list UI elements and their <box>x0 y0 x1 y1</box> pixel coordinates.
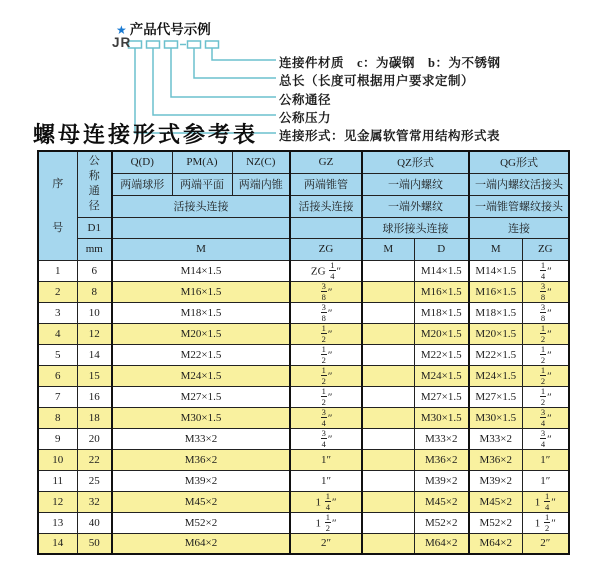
cell-m: M20×1.5 <box>112 323 290 344</box>
cell-qg_m: M30×1.5 <box>469 407 522 428</box>
table-row <box>38 281 569 302</box>
cell-qg_zg: 1 $\frac{1}{4}$ ″ <box>522 491 569 512</box>
header-row-4 <box>38 217 569 238</box>
table-row <box>38 533 569 554</box>
cell-qz_m <box>362 344 414 365</box>
cell-qz_d: M39×2 <box>414 470 469 491</box>
table-body <box>38 260 569 554</box>
label-nominal-diameter: 公称通径 <box>279 93 332 107</box>
cell-qg_zg: $\frac{1}{2}$ ″ <box>522 344 569 365</box>
cell-qg_m: M64×2 <box>469 533 522 554</box>
code-box-2 <box>147 41 160 48</box>
header-qz-unit-d: D <box>414 238 469 260</box>
cell-qz_m <box>362 281 414 302</box>
cell-dn: 6 <box>77 260 112 281</box>
cell-dn: 20 <box>77 428 112 449</box>
cell-dn: 50 <box>77 533 112 554</box>
label-total-length: 总长（长度可根据用户要求定制） <box>279 74 475 88</box>
code-box-4 <box>188 41 201 48</box>
cell-qz_d: M22×1.5 <box>414 344 469 365</box>
star-icon: ★ <box>116 23 127 37</box>
cell-zg: $\frac{3}{8}$ ″ <box>290 302 362 323</box>
cell-qg_m: M22×1.5 <box>469 344 522 365</box>
cell-qz_m <box>362 470 414 491</box>
cell-qz_d: M14×1.5 <box>414 260 469 281</box>
table-row <box>38 323 569 344</box>
cell-dn: 16 <box>77 386 112 407</box>
cell-qz_m <box>362 533 414 554</box>
cell-qg_m: M33×2 <box>469 428 522 449</box>
label-connection-form: 连接形式：见金属软管常用结构形式表 <box>279 129 501 143</box>
cell-qg_m: M16×1.5 <box>469 281 522 302</box>
product-code-prefix: JR <box>112 35 132 50</box>
cell-qz_d: M64×2 <box>414 533 469 554</box>
table-row <box>38 470 569 491</box>
cell-zg: 1 $\frac{1}{4}$ ″ <box>290 491 362 512</box>
connector-line-material <box>212 48 276 60</box>
cell-zg: $\frac{3}{4}$ ″ <box>290 428 362 449</box>
cell-qz_m <box>362 323 414 344</box>
header-code-pm: PM(A) <box>172 151 232 173</box>
cell-zg: $\frac{3}{4}$ ″ <box>290 407 362 428</box>
table-row <box>38 512 569 533</box>
header-code-qg: QG形式 <box>469 151 569 173</box>
cell-qz_d: M45×2 <box>414 491 469 512</box>
cell-qz_d: M33×2 <box>414 428 469 449</box>
table-row <box>38 260 569 281</box>
header-desc-gz: 两端锥管 <box>290 173 362 195</box>
cell-no: 8 <box>38 407 77 428</box>
header-code-q: Q(D) <box>112 151 172 173</box>
header-row-5 <box>38 238 569 260</box>
header-serial: 序 号 <box>38 151 77 260</box>
cell-no: 12 <box>38 491 77 512</box>
connector-line-diameter <box>171 48 276 97</box>
cell-qz_m <box>362 386 414 407</box>
table-row <box>38 428 569 449</box>
cell-qz_d: M24×1.5 <box>414 365 469 386</box>
cell-m: M64×2 <box>112 533 290 554</box>
cell-zg: $\frac{1}{2}$ ″ <box>290 344 362 365</box>
cell-qg_m: M45×2 <box>469 491 522 512</box>
cell-zg: 1″ <box>290 470 362 491</box>
cell-qz_m <box>362 260 414 281</box>
cell-zg: $\frac{3}{8}$ ″ <box>290 281 362 302</box>
header-code-qz: QZ形式 <box>362 151 469 173</box>
header-unit-m: M <box>112 238 290 260</box>
label-nominal-pressure: 公称压力 <box>279 111 332 125</box>
table-row <box>38 344 569 365</box>
cell-qz_d: M27×1.5 <box>414 386 469 407</box>
cell-qg_zg: 1 $\frac{1}{2}$ ″ <box>522 512 569 533</box>
cell-qg_zg: 1″ <box>522 470 569 491</box>
cell-zg: $\frac{1}{2}$ ″ <box>290 323 362 344</box>
cell-no: 2 <box>38 281 77 302</box>
header-d1: D1 <box>77 217 112 238</box>
header-qg-row2: 一端内螺纹活接头 <box>469 173 569 195</box>
table-row <box>38 365 569 386</box>
cell-qz_m <box>362 365 414 386</box>
cell-no: 10 <box>38 449 77 470</box>
cell-qg_m: M14×1.5 <box>469 260 522 281</box>
cell-qg_zg: $\frac{1}{2}$ ″ <box>522 323 569 344</box>
header-qg-unit-zg: ZG <box>522 238 569 260</box>
cell-m: M14×1.5 <box>112 260 290 281</box>
cell-dn: 12 <box>77 323 112 344</box>
cell-no: 14 <box>38 533 77 554</box>
label-connector-material: 连接件材质 c：为碳钢 b：为不锈钢 <box>279 56 501 70</box>
cell-qg_m: M39×2 <box>469 470 522 491</box>
cell-qg_m: M36×2 <box>469 449 522 470</box>
cell-qz_m <box>362 302 414 323</box>
cell-m: M18×1.5 <box>112 302 290 323</box>
cell-zg: 1 $\frac{1}{2}$ ″ <box>290 512 362 533</box>
header-row-1 <box>38 151 569 173</box>
connector-line-length <box>194 48 276 78</box>
cell-m: M45×2 <box>112 491 290 512</box>
table-row <box>38 386 569 407</box>
table-header <box>38 151 569 260</box>
cell-qz_m <box>362 407 414 428</box>
cell-no: 13 <box>38 512 77 533</box>
cell-qg_m: M24×1.5 <box>469 365 522 386</box>
cell-no: 7 <box>38 386 77 407</box>
cell-dn: 25 <box>77 470 112 491</box>
cell-dn: 22 <box>77 449 112 470</box>
cell-dn: 10 <box>77 302 112 323</box>
header-row-3 <box>38 195 569 217</box>
cell-qg_m: M18×1.5 <box>469 302 522 323</box>
cell-qg_zg: $\frac{1}{4}$ ″ <box>522 260 569 281</box>
header-diameter: 公 称 通 径 <box>77 151 112 217</box>
cell-no: 9 <box>38 428 77 449</box>
header-code-nz: NZ(C) <box>232 151 290 173</box>
cell-qz_d: M52×2 <box>414 512 469 533</box>
cell-m: M22×1.5 <box>112 344 290 365</box>
header-blank-gz <box>290 217 362 238</box>
cell-zg: 2″ <box>290 533 362 554</box>
cell-qg_m: M52×2 <box>469 512 522 533</box>
nut-connection-reference-table <box>37 150 570 555</box>
cell-no: 11 <box>38 470 77 491</box>
legend-title-text: 产品代号示例 <box>129 22 211 37</box>
header-desc-pm: 两端平面 <box>172 173 232 195</box>
cell-qz_m <box>362 491 414 512</box>
header-qg-row4: 连接 <box>469 217 569 238</box>
cell-qg_zg: $\frac{1}{2}$ ″ <box>522 386 569 407</box>
cell-qz_d: M16×1.5 <box>414 281 469 302</box>
code-box-5 <box>206 41 219 48</box>
cell-qz_d: M20×1.5 <box>414 323 469 344</box>
cell-qz_m <box>362 428 414 449</box>
cell-qg_zg: 1″ <box>522 449 569 470</box>
cell-m: M16×1.5 <box>112 281 290 302</box>
table-row <box>38 407 569 428</box>
cell-dn: 14 <box>77 344 112 365</box>
cell-zg: $\frac{1}{2}$ ″ <box>290 365 362 386</box>
cell-m: M24×1.5 <box>112 365 290 386</box>
cell-qz_m <box>362 512 414 533</box>
cell-no: 4 <box>38 323 77 344</box>
header-unit-zg: ZG <box>290 238 362 260</box>
header-qz-row3: 一端外螺纹 <box>362 195 469 217</box>
header-desc-q: 两端球形 <box>112 173 172 195</box>
cell-qz_d: M36×2 <box>414 449 469 470</box>
header-qz-unit-m: M <box>362 238 414 260</box>
cell-no: 3 <box>38 302 77 323</box>
cell-zg: ZG $\frac{1}{4}$ ″ <box>290 260 362 281</box>
table-row <box>38 302 569 323</box>
table-row <box>38 491 569 512</box>
cell-dn: 15 <box>77 365 112 386</box>
cell-dn: 40 <box>77 512 112 533</box>
header-blank-qpn <box>112 217 290 238</box>
cell-dn: 8 <box>77 281 112 302</box>
cell-no: 6 <box>38 365 77 386</box>
page-title: 螺母连接形式参考表 <box>33 122 259 148</box>
cell-zg: $\frac{1}{2}$ ″ <box>290 386 362 407</box>
cell-qg_zg: $\frac{3}{8}$ ″ <box>522 281 569 302</box>
code-box-3 <box>165 41 178 48</box>
header-mm: mm <box>77 238 112 260</box>
cell-qg_zg: $\frac{3}{4}$ ″ <box>522 428 569 449</box>
cell-qz_d: M18×1.5 <box>414 302 469 323</box>
cell-qz_m <box>362 449 414 470</box>
cell-qz_d: M30×1.5 <box>414 407 469 428</box>
header-qz-row2: 一端内螺纹 <box>362 173 469 195</box>
cell-m: M33×2 <box>112 428 290 449</box>
cell-qg_zg: 2″ <box>522 533 569 554</box>
cell-qg_m: M20×1.5 <box>469 323 522 344</box>
header-union-gz: 活接头连接 <box>290 195 362 217</box>
header-union-qpn: 活接头连接 <box>112 195 290 217</box>
cell-qg_m: M27×1.5 <box>469 386 522 407</box>
cell-m: M27×1.5 <box>112 386 290 407</box>
header-qz-row4: 球形接头连接 <box>362 217 469 238</box>
cell-m: M36×2 <box>112 449 290 470</box>
header-qg-unit-m: M <box>469 238 522 260</box>
cell-no: 5 <box>38 344 77 365</box>
cell-m: M30×1.5 <box>112 407 290 428</box>
cell-qg_zg: $\frac{1}{2}$ ″ <box>522 365 569 386</box>
cell-no: 1 <box>38 260 77 281</box>
cell-dn: 32 <box>77 491 112 512</box>
cell-m: M52×2 <box>112 512 290 533</box>
cell-dn: 18 <box>77 407 112 428</box>
header-desc-nz: 两端内锥 <box>232 173 290 195</box>
cell-qg_zg: $\frac{3}{8}$ ″ <box>522 302 569 323</box>
header-code-gz: GZ <box>290 151 362 173</box>
cell-m: M39×2 <box>112 470 290 491</box>
table-row <box>38 449 569 470</box>
cell-qg_zg: $\frac{3}{4}$ ″ <box>522 407 569 428</box>
cell-zg: 1″ <box>290 449 362 470</box>
header-row-2 <box>38 173 569 195</box>
header-qg-row3: 一端锥管螺纹接头 <box>469 195 569 217</box>
